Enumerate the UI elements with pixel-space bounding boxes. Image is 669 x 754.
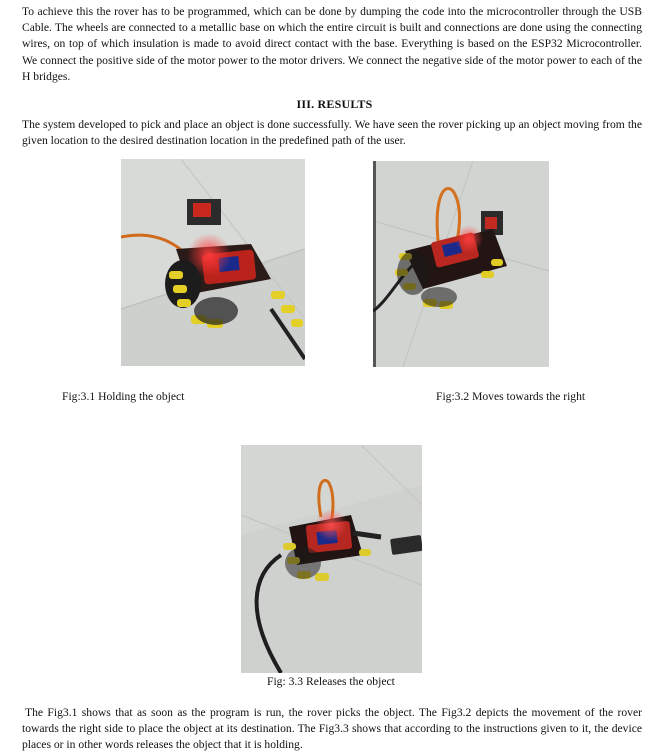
figure-3-2-caption: Fig:3.2 Moves towards the right xyxy=(436,390,586,403)
paragraph-conclusion: The Fig3.1 shows that as soon as the program is run, the rover picks the object. The Fig3.2 depicts the movement of the rover towards the right side to place the object at its destination. The Fig3.3 shows that according to the instructions given to it, the device places or in other words releases the object that it is holding. xyxy=(22,706,642,752)
section-heading-results: III. RESULTS xyxy=(296,97,373,111)
figure-3-3-caption: Fig: 3.3 Releases the object xyxy=(267,675,395,688)
figure-3-2-photo xyxy=(373,161,549,367)
figure-3-1-photo xyxy=(121,159,305,366)
paragraph-method-end: To achieve this the rover has to be programmed, which can be done by dumping the code into the microcontroller through the USB Cable. The wheels are connected to a metallic base on which the entire circuit is built and connections are done using the connecting wires, on top of which insulation is made to avoid direct contact with the base. Everything is based on the ESP32 Microcontroller. We connect the positive side of the motor power to the motor drivers. We connect the negative side of the motor power to each of the H bridges. xyxy=(22,5,642,83)
figure-3-3-photo xyxy=(241,445,422,673)
paragraph-results-intro: The system developed to pick and place an object is done successfully. We have seen the rover picking up an object moving from the given location to the desired destination location in the predefined path of the user. xyxy=(22,118,642,148)
figure-3-1-caption: Fig:3.1 Holding the object xyxy=(62,390,185,403)
